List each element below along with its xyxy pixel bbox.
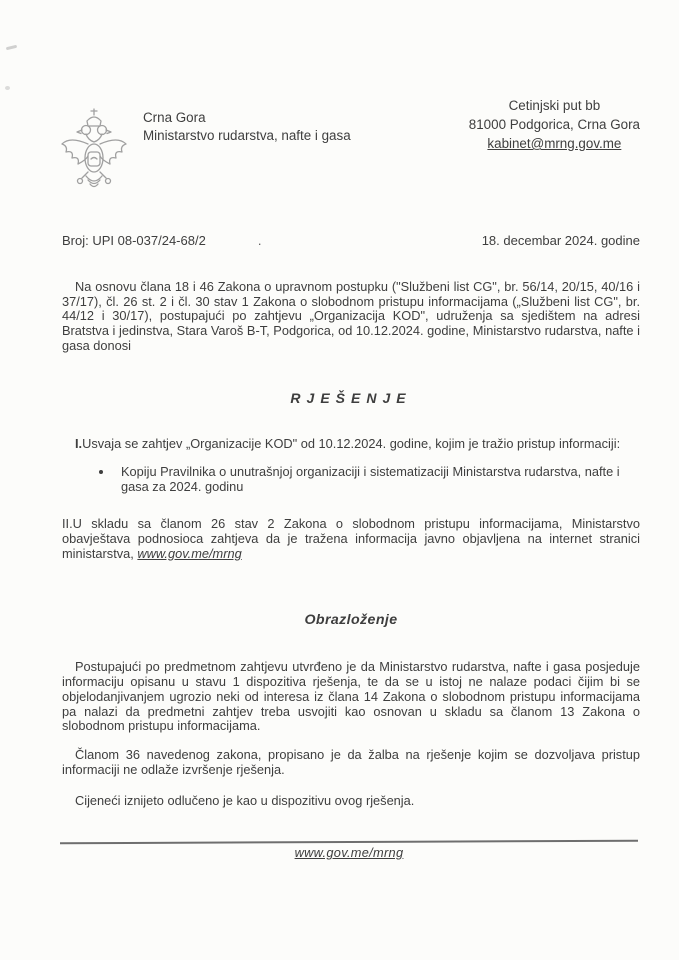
decision-item-1 — [62, 437, 640, 452]
footer-website-link[interactable]: www.gov.me/mrng — [294, 845, 404, 860]
item2-text: II.U skladu sa članom 26 stav 2 Zakona o slobodnom pristupu informacijama, Ministarstvo obavještava podnosioca zahtjeva da je tražena informacija javno objavljena na internet stranici ministarstva, — [62, 515, 640, 561]
footer-divider — [60, 840, 638, 845]
ministry-website-link[interactable]: www.gov.me/mrng — [137, 545, 242, 561]
address-block — [469, 95, 640, 153]
rationale-paragraph-1: Postupajući po predmetnom zahtjevu utvrđeno je da Ministarstvo rudarstva, nafte i gasa posjeduje informaciju opisanu u stavu 1 dispozitiva rješenja, te da se u istoj ne nalaze podaci čijim bi se objelodanjivanjem ugrozio neki od interesa iz člana 14 Zakona o slobodnom pristupu informacijama pa nalazi da predmetni zahtjev treba usvojiti kao osnovan u skladu sa članom 13 Zakona o slobodnom pristupu informacijama. — [62, 659, 640, 734]
scan-artifact — [5, 86, 10, 90]
address-street: Cetinjski put bb — [508, 98, 601, 113]
decision-item-2 — [62, 517, 640, 561]
page-footer — [60, 841, 638, 861]
document-number-wrap — [62, 234, 261, 249]
letterhead-left — [62, 95, 351, 202]
email-link[interactable]: kabinet@mrng.gov.me — [487, 136, 622, 151]
item1-text: Usvaja se zahtjev „Organizacije KOD" od 10.12.2024. godine, kojim je tražio pristup informaciji: — [82, 435, 621, 451]
rationale-paragraph-3: Cijeneći iznijeto odlučeno je kao u dispozitivu ovog rješenja. — [75, 792, 415, 808]
document-number: Broj: UPI 08-037/24-68/2 — [62, 233, 206, 248]
item1-numeral: I. — [75, 435, 83, 451]
document-date: 18. decembar 2024. godine — [481, 233, 640, 248]
requested-info-item — [114, 465, 640, 495]
organization-block — [143, 95, 351, 145]
coat-of-arms-icon — [58, 106, 130, 202]
letterhead — [62, 95, 640, 202]
org-country: Crna Gora — [143, 110, 206, 125]
org-ministry-name: Ministarstvo rudarstva, nafte i gasa — [143, 128, 351, 143]
rationale-heading: Obrazloženje — [304, 612, 398, 629]
requested-info-text: Kopiju Pravilnika o unutrašnjoj organizaciji i sistematizaciji Ministarstva rudarstva, nafte i gasa za 2024. godinu — [121, 464, 620, 495]
requested-info-list — [62, 465, 640, 495]
intro-paragraph: Na osnovu člana 18 i 46 Zakona o upravnom postupku ("Službeni list CG", br. 56/14, 20/15, 40/16 i 37/17), čl. 26 st. 2 i čl. 30 stav 1 Zakona o slobodnom pristupu informacijama („Službeni list CG", br. 44/12 i 30/17), postupajući po zahtjevu „Organizacija KOD", udruženja sa sjedištem na adresi Bratstva i jedinstva, Stara Varoš B-T, Podgorica, od 10.12.2024. godine, Ministarstvo rudarstva, nafte i gasa donosi — [62, 278, 640, 353]
stray-dot: . — [257, 233, 262, 248]
rationale-paragraph-2: Članom 36 navedenog zakona, propisano je da žalba na rješenje kojim se dozvoljava pristup informaciji ne odlaže izvršenje rješenja. — [62, 747, 640, 777]
reference-row — [62, 234, 640, 249]
address-city: 81000 Podgorica, Crna Gora — [468, 117, 640, 132]
decision-title: RJEŠENJE — [290, 389, 412, 406]
